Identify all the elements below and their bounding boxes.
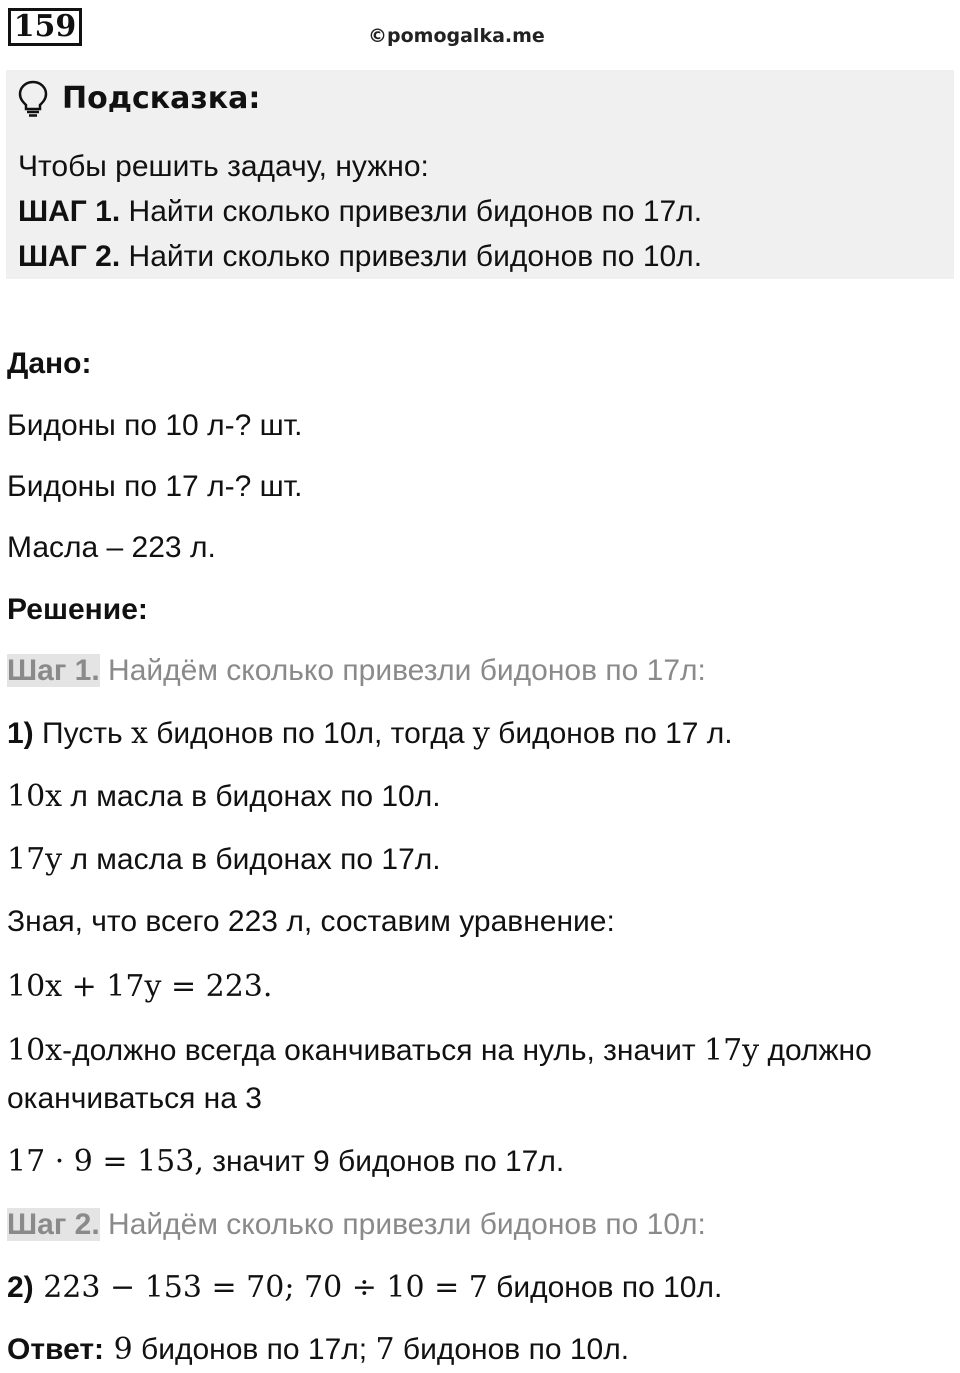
step-1-text: Найдём сколько привезли бидонов по 17л:	[99, 654, 706, 687]
answer-text-a: бидонов по 17л;	[132, 1333, 376, 1366]
solution-line-1	[7, 716, 733, 751]
hint-step-1-text: Найти сколько привезли бидонов по 17л.	[120, 195, 703, 228]
line-2-text: л масла в бидонах по 10л.	[62, 780, 441, 813]
answer-math-9: 9	[104, 1332, 133, 1367]
math-10x-2: 10x	[7, 1033, 63, 1068]
var-x: x	[130, 716, 148, 751]
math-17y-2: 17y	[703, 1033, 760, 1068]
lightbulb-icon	[16, 79, 50, 117]
solution-line-2	[7, 779, 441, 814]
hint-step-1-label: ШАГ 1.	[18, 195, 121, 228]
answer-text-b: бидонов по 10л.	[394, 1333, 630, 1366]
step-1-label: Шаг 1.	[7, 654, 100, 687]
solution-line-4: Зная, что всего 223 л, составим уравнение:	[7, 905, 615, 938]
line-8-text: значит 9 бидонов по 17л.	[203, 1145, 565, 1178]
solution-line-9	[7, 1270, 722, 1305]
solution-line-8	[7, 1144, 564, 1179]
var-y: y	[472, 716, 490, 751]
solution-line-3	[7, 842, 441, 877]
site-watermark: ©pomogalka.me	[368, 25, 545, 47]
point-1-text-a: Пусть	[33, 717, 131, 750]
given-line-1: Бидоны по 10 л-? шт.	[7, 409, 303, 442]
hint-step-1	[18, 195, 702, 229]
line-6-text-b: должно	[759, 1034, 872, 1067]
hint-intro: Чтобы решить задачу, нужно:	[18, 150, 429, 183]
math-calculation: 223 − 153 = 70; 70 ÷ 10 = 7	[33, 1270, 488, 1305]
solution-step-1	[7, 654, 706, 688]
point-2-number: 2)	[7, 1271, 34, 1304]
answer	[7, 1332, 629, 1367]
hint-step-2-text: Найти сколько привезли бидонов по 10л.	[120, 240, 703, 273]
solution-step-2	[7, 1208, 706, 1242]
solution-title-text: Решение:	[7, 593, 148, 626]
given-line-3: Масла – 223 л.	[7, 531, 216, 564]
line-6-text-a: -должно всегда оканчиваться на нуль, значит	[62, 1034, 704, 1067]
hint-box	[6, 70, 954, 279]
given-line-2: Бидоны по 17 л-? шт.	[7, 470, 303, 503]
hint-step-2	[18, 240, 702, 274]
task-number: 159	[8, 8, 82, 46]
equation: 10x + 17y = 223.	[7, 969, 273, 1004]
hint-step-2-label: ШАГ 2.	[18, 240, 121, 273]
math-product: 17 · 9 = 153,	[7, 1144, 204, 1179]
step-2-text: Найдём сколько привезли бидонов по 10л:	[99, 1208, 706, 1241]
hint-header	[16, 80, 260, 116]
math-17y: 17y	[7, 842, 63, 877]
given-title	[7, 347, 92, 381]
solution-line-6	[7, 1033, 872, 1068]
line-9-text: бидонов по 10л.	[487, 1271, 723, 1304]
point-1-text-b: бидонов по 10л, тогда	[147, 717, 473, 750]
solution-title	[7, 593, 148, 627]
point-1-number: 1)	[7, 717, 34, 750]
given-title-text: Дано:	[7, 347, 92, 380]
hint-title: Подсказка:	[62, 80, 261, 116]
answer-label: Ответ:	[7, 1333, 105, 1366]
step-2-label: Шаг 2.	[7, 1208, 100, 1241]
solution-line-7: оканчиваться на 3	[7, 1082, 262, 1115]
point-1-text-c: бидонов по 17 л.	[489, 717, 733, 750]
math-10x: 10x	[7, 779, 63, 814]
answer-math-7: 7	[375, 1332, 395, 1367]
line-3-text: л масла в бидонах по 17л.	[62, 843, 441, 876]
